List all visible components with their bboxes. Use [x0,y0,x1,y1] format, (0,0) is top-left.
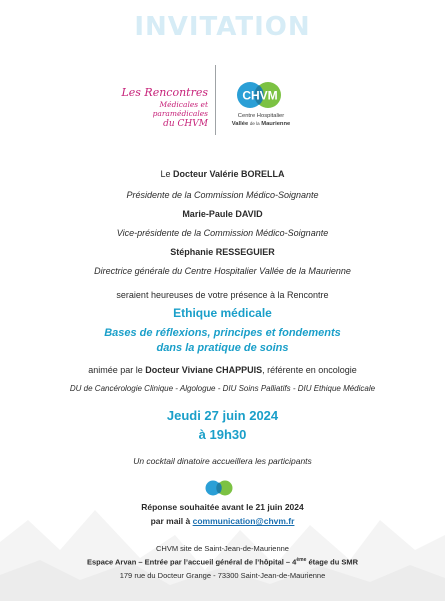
cocktail-note: Un cocktail dinatoire accueillera les participants [133,456,312,466]
event-name: Ethique médicale [173,306,272,320]
event-time: à 19h30 [198,427,247,442]
event-subtitle-2: dans la pratique de soins [156,342,289,354]
rsvp-deadline: Réponse souhaitée avant le 21 juin 2024 [141,502,304,512]
rencontres-logo-line2: Médicales et paramédicales [152,99,208,119]
rsvp-email-link[interactable]: communication@chvm.fr [192,516,295,526]
animator-line: animée par le Docteur Viviane CHAPPUIS, référente en oncologie [88,365,357,375]
address-line-1: CHVM site de Saint-Jean-de-Maurienne [156,544,289,553]
chvm-sub-line1: Centre Hospitalier [237,113,285,119]
event-date: Jeudi 27 juin 2024 [166,408,279,423]
mountain-background [0,480,445,601]
rsvp-email-line: par mail à communication@chvm.fr [150,516,295,526]
host-line-4: Vice-présidente de la Commission Médico-Soignante [116,228,329,238]
animator-diplomas: DU de Cancérologie Clinique - Algologue - DIU Soins Palliatifs - DIU Ethique Médicale [69,384,376,393]
rencontres-logo-line1: Les Rencontres [121,86,208,99]
address-line-3: 179 rue du Docteur Grange - 73300 Saint-Jean-de-Maurienne [119,571,326,580]
address-line-2: Espace Arvan – Entrée par l’accueil général de l’hôpital – 4ème étage du SMR [86,557,359,567]
chvm-sub-line2: Vallée de la Maurienne [231,120,291,127]
host-line-6: Directrice générale du Centre Hospitalier Vallée de la Maurienne [94,266,351,276]
rencontres-logo [104,86,208,130]
host-line-2: Présidente de la Commission Médico-Soignante [126,190,319,200]
host-line-5: Stéphanie RESSEGUIER [170,247,275,257]
chvm-logo-subtitle [226,113,296,128]
rencontres-logo-line3: du CHVM [163,118,208,129]
host-line-3: Marie-Paule DAVID [182,209,263,219]
chvm-logo-letters: CHVM [242,88,278,103]
logo-divider [215,65,216,135]
chvm-circles-icon [202,480,236,496]
host-line-7: seraient heureuses de votre présence à la Rencontre [116,290,329,300]
event-subtitle-1: Bases de réflexions, principes et fondements [104,327,341,339]
chvm-logo [230,80,290,110]
host-line-1: Le Docteur Valérie BORELLA [160,169,285,179]
page-title: INVITATION [134,12,311,42]
